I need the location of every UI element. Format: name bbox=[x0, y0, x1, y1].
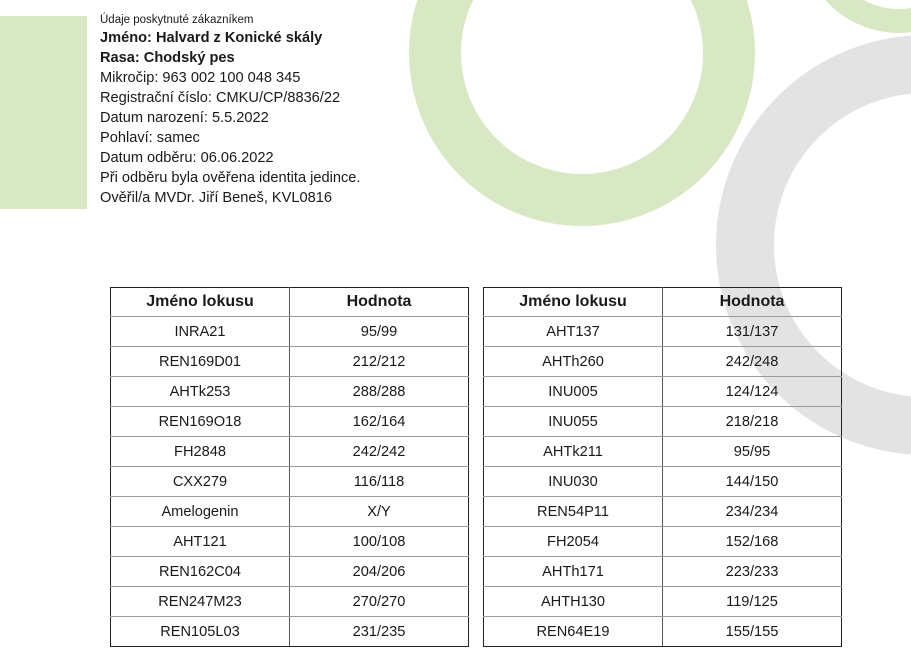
locus-value-cell: 95/95 bbox=[663, 437, 842, 467]
locus-value-cell: X/Y bbox=[290, 497, 469, 527]
table-row bbox=[484, 347, 842, 377]
decorative-green-bar bbox=[0, 16, 87, 209]
locus-name-cell: REN162C04 bbox=[111, 557, 290, 587]
table-row bbox=[111, 377, 469, 407]
table-row bbox=[484, 557, 842, 587]
sample-date: Datum odběru: 06.06.2022 bbox=[100, 150, 274, 166]
table-row bbox=[484, 617, 842, 647]
table-row bbox=[484, 527, 842, 557]
locus-name-cell: AHT121 bbox=[111, 527, 290, 557]
header-locus: Jméno lokusu bbox=[484, 288, 663, 317]
customer-info-block bbox=[100, 12, 360, 208]
dog-breed: Rasa: Chodský pes bbox=[100, 50, 235, 66]
registration-number: Registrační číslo: CMKU/CP/8836/22 bbox=[100, 90, 341, 106]
loci-table-right bbox=[483, 287, 842, 647]
table-row bbox=[484, 407, 842, 437]
locus-value-cell: 288/288 bbox=[290, 377, 469, 407]
header-value: Hodnota bbox=[663, 288, 842, 317]
header-value: Hodnota bbox=[290, 288, 469, 317]
locus-name-cell: REN169O18 bbox=[111, 407, 290, 437]
locus-name-cell: FH2054 bbox=[484, 527, 663, 557]
table-row bbox=[111, 407, 469, 437]
locus-value-cell: 152/168 bbox=[663, 527, 842, 557]
locus-name-cell: FH2848 bbox=[111, 437, 290, 467]
microchip: Mikročip: 963 002 100 048 345 bbox=[100, 70, 301, 86]
locus-value-cell: 155/155 bbox=[663, 617, 842, 647]
locus-value-cell: 116/118 bbox=[290, 467, 469, 497]
locus-value-cell: 223/233 bbox=[663, 557, 842, 587]
locus-value-cell: 204/206 bbox=[290, 557, 469, 587]
locus-value-cell: 144/150 bbox=[663, 467, 842, 497]
locus-name-cell: AHTk253 bbox=[111, 377, 290, 407]
locus-value-cell: 270/270 bbox=[290, 587, 469, 617]
provided-by-label: Údaje poskytnuté zákazníkem bbox=[100, 14, 254, 26]
locus-value-cell: 119/125 bbox=[663, 587, 842, 617]
locus-name-cell: REN54P11 bbox=[484, 497, 663, 527]
locus-value-cell: 95/99 bbox=[290, 317, 469, 347]
locus-name-cell: INRA21 bbox=[111, 317, 290, 347]
locus-name-cell: AHTH130 bbox=[484, 587, 663, 617]
locus-value-cell: 231/235 bbox=[290, 617, 469, 647]
locus-name-cell: AHT137 bbox=[484, 317, 663, 347]
table-row bbox=[484, 587, 842, 617]
locus-value-cell: 218/218 bbox=[663, 407, 842, 437]
locus-value-cell: 100/108 bbox=[290, 527, 469, 557]
locus-name-cell: Amelogenin bbox=[111, 497, 290, 527]
sex: Pohlaví: samec bbox=[100, 130, 200, 146]
locus-value-cell: 234/234 bbox=[663, 497, 842, 527]
locus-name-cell: REN169D01 bbox=[111, 347, 290, 377]
table-row bbox=[111, 347, 469, 377]
identity-note: Při odběru byla ověřena identita jedince. bbox=[100, 170, 361, 186]
table-row bbox=[111, 587, 469, 617]
header-locus: Jméno lokusu bbox=[111, 288, 290, 317]
verified-by: Ověřil/a MVDr. Jiří Beneš, KVL0816 bbox=[100, 190, 332, 206]
locus-value-cell: 124/124 bbox=[663, 377, 842, 407]
table-row bbox=[484, 437, 842, 467]
locus-name-cell: AHTh171 bbox=[484, 557, 663, 587]
table-row bbox=[111, 617, 469, 647]
locus-value-cell: 242/242 bbox=[290, 437, 469, 467]
locus-name-cell: AHTk211 bbox=[484, 437, 663, 467]
locus-value-cell: 242/248 bbox=[663, 347, 842, 377]
birth-date: Datum narození: 5.5.2022 bbox=[100, 110, 269, 126]
table-row bbox=[111, 527, 469, 557]
locus-name-cell: REN64E19 bbox=[484, 617, 663, 647]
locus-value-cell: 212/212 bbox=[290, 347, 469, 377]
table-row bbox=[111, 557, 469, 587]
table-header-row bbox=[484, 288, 842, 317]
table-row bbox=[111, 437, 469, 467]
decorative-green-ring-small bbox=[800, 0, 911, 33]
table-row bbox=[111, 317, 469, 347]
table-row bbox=[111, 497, 469, 527]
locus-value-cell: 131/137 bbox=[663, 317, 842, 347]
loci-table-left bbox=[110, 287, 469, 647]
dog-name: Jméno: Halvard z Konické skály bbox=[100, 30, 323, 46]
locus-name-cell: INU055 bbox=[484, 407, 663, 437]
table-row bbox=[484, 467, 842, 497]
locus-name-cell: CXX279 bbox=[111, 467, 290, 497]
table-row bbox=[484, 317, 842, 347]
table-row bbox=[111, 467, 469, 497]
locus-name-cell: REN105L03 bbox=[111, 617, 290, 647]
table-row bbox=[484, 497, 842, 527]
decorative-green-ring bbox=[409, 0, 755, 226]
locus-value-cell: 162/164 bbox=[290, 407, 469, 437]
table-row bbox=[484, 377, 842, 407]
locus-name-cell: INU005 bbox=[484, 377, 663, 407]
table-header-row bbox=[111, 288, 469, 317]
locus-name-cell: INU030 bbox=[484, 467, 663, 497]
locus-name-cell: AHTh260 bbox=[484, 347, 663, 377]
locus-name-cell: REN247M23 bbox=[111, 587, 290, 617]
